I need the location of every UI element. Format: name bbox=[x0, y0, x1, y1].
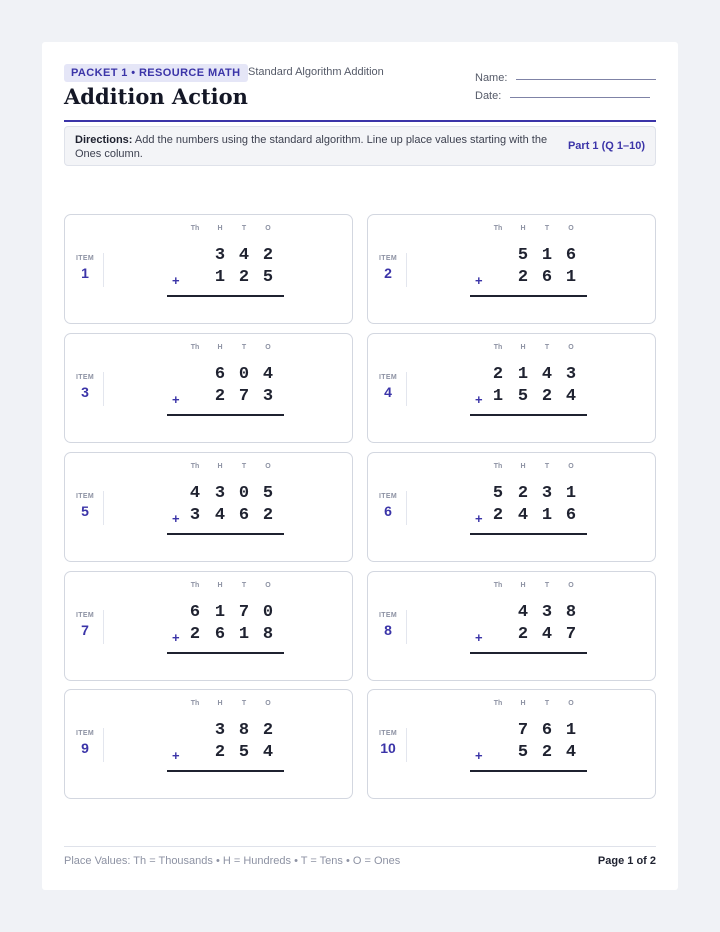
item-label: ITEM bbox=[76, 255, 94, 262]
addend-bottom-digit: 6 bbox=[214, 625, 226, 644]
addend-bottom-digit: 2 bbox=[517, 625, 529, 644]
place-header: O bbox=[265, 463, 271, 470]
place-header: H bbox=[520, 225, 526, 232]
plus-sign: + bbox=[475, 511, 483, 526]
addend-bottom-digit: 5 bbox=[238, 743, 250, 762]
item-number: 2 bbox=[384, 265, 392, 281]
place-header: Th bbox=[190, 225, 200, 232]
worksheet-page bbox=[42, 42, 678, 890]
item-divider bbox=[103, 372, 104, 406]
item-number: 7 bbox=[81, 622, 89, 638]
addend-top-digit: 0 bbox=[238, 484, 250, 503]
addend-top-digit: 5 bbox=[262, 484, 274, 503]
addend-bottom-digit: 8 bbox=[262, 625, 274, 644]
answer-line[interactable] bbox=[167, 770, 284, 772]
addend-bottom-digit: 1 bbox=[214, 268, 226, 287]
directions-label: Directions: bbox=[75, 134, 133, 146]
addend-bottom-digit: 2 bbox=[189, 625, 201, 644]
addend-top-digit: 8 bbox=[565, 603, 577, 622]
addend-bottom-digit: 6 bbox=[565, 506, 577, 525]
place-header: H bbox=[217, 463, 223, 470]
addend-bottom-digit: 2 bbox=[262, 506, 274, 525]
addend-top-digit: 4 bbox=[517, 603, 529, 622]
place-header: T bbox=[544, 225, 550, 232]
addend-top-digit: 4 bbox=[262, 365, 274, 384]
name-field[interactable] bbox=[475, 72, 507, 84]
place-header: Th bbox=[190, 344, 200, 351]
addend-top-digit: 2 bbox=[262, 246, 274, 265]
place-header: O bbox=[568, 463, 574, 470]
place-header: T bbox=[544, 582, 550, 589]
date-field[interactable] bbox=[475, 90, 501, 102]
plus-sign: + bbox=[475, 630, 483, 645]
addend-bottom-digit: 2 bbox=[238, 268, 250, 287]
place-header: Th bbox=[493, 225, 503, 232]
answer-line[interactable] bbox=[470, 414, 587, 416]
addend-top-digit: 7 bbox=[517, 721, 529, 740]
addend-bottom-digit: 5 bbox=[517, 387, 529, 406]
item-divider bbox=[406, 491, 407, 525]
place-header: H bbox=[217, 700, 223, 707]
addend-top-digit: 5 bbox=[517, 246, 529, 265]
addend-bottom-digit: 5 bbox=[517, 743, 529, 762]
item-label: ITEM bbox=[76, 493, 94, 500]
item-divider bbox=[103, 610, 104, 644]
part-label: Part 1 (Q 1–10) bbox=[567, 140, 645, 152]
addend-bottom-digit: 2 bbox=[541, 387, 553, 406]
plus-sign: + bbox=[475, 273, 483, 288]
place-header: H bbox=[520, 582, 526, 589]
item-divider bbox=[406, 728, 407, 762]
problem-card bbox=[367, 571, 656, 681]
place-header: T bbox=[544, 463, 550, 470]
item-label: ITEM bbox=[76, 612, 94, 619]
place-header: H bbox=[217, 225, 223, 232]
addend-bottom-digit: 7 bbox=[238, 387, 250, 406]
place-header: H bbox=[520, 463, 526, 470]
item-number: 4 bbox=[384, 384, 392, 400]
date-label: Date: bbox=[475, 90, 502, 102]
item-divider bbox=[103, 253, 104, 287]
date-line bbox=[510, 97, 650, 98]
answer-line[interactable] bbox=[470, 770, 587, 772]
addend-bottom-digit: 2 bbox=[214, 387, 226, 406]
place-header: O bbox=[568, 582, 574, 589]
place-header: H bbox=[217, 582, 223, 589]
addend-bottom-digit: 3 bbox=[189, 506, 201, 525]
place-header: O bbox=[265, 225, 271, 232]
place-header: O bbox=[265, 700, 271, 707]
place-header: Th bbox=[190, 582, 200, 589]
place-header: Th bbox=[493, 700, 503, 707]
addend-top-digit: 3 bbox=[214, 721, 226, 740]
addend-top-digit: 4 bbox=[238, 246, 250, 265]
addend-top-digit: 3 bbox=[214, 246, 226, 265]
addend-top-digit: 2 bbox=[492, 365, 504, 384]
answer-line[interactable] bbox=[167, 533, 284, 535]
addend-top-digit: 3 bbox=[214, 484, 226, 503]
item-label: ITEM bbox=[76, 374, 94, 381]
problem-card bbox=[367, 452, 656, 562]
addend-bottom-digit: 7 bbox=[565, 625, 577, 644]
addend-top-digit: 3 bbox=[565, 365, 577, 384]
addend-top-digit: 3 bbox=[541, 603, 553, 622]
addend-bottom-digit: 2 bbox=[492, 506, 504, 525]
addend-bottom-digit: 1 bbox=[541, 506, 553, 525]
addend-top-digit: 2 bbox=[517, 484, 529, 503]
answer-line[interactable] bbox=[167, 414, 284, 416]
item-number: 5 bbox=[81, 503, 89, 519]
worksheet-subtitle: Standard Algorithm Addition bbox=[248, 66, 384, 78]
place-header: T bbox=[241, 582, 247, 589]
item-divider bbox=[103, 491, 104, 525]
item-label: ITEM bbox=[379, 374, 397, 381]
problem-card bbox=[64, 214, 353, 324]
item-number: 10 bbox=[380, 740, 396, 756]
problem-card bbox=[64, 571, 353, 681]
place-header: Th bbox=[493, 463, 503, 470]
place-header: H bbox=[217, 344, 223, 351]
answer-line[interactable] bbox=[167, 295, 284, 297]
place-header: T bbox=[241, 463, 247, 470]
problem-card bbox=[64, 452, 353, 562]
worksheet-header bbox=[64, 64, 656, 122]
addend-bottom-digit: 2 bbox=[214, 743, 226, 762]
item-number: 1 bbox=[81, 265, 89, 281]
directions-text: Add the numbers using the standard algorithm. Line up place values starting with the Ones column. bbox=[75, 134, 548, 160]
addend-top-digit: 0 bbox=[238, 365, 250, 384]
addend-bottom-digit: 3 bbox=[262, 387, 274, 406]
place-header: T bbox=[241, 344, 247, 351]
item-divider bbox=[406, 253, 407, 287]
addend-top-digit: 1 bbox=[565, 484, 577, 503]
addend-top-digit: 4 bbox=[189, 484, 201, 503]
addend-top-digit: 5 bbox=[492, 484, 504, 503]
addend-bottom-digit: 6 bbox=[541, 268, 553, 287]
addend-bottom-digit: 4 bbox=[541, 625, 553, 644]
problem-card bbox=[367, 214, 656, 324]
item-divider bbox=[406, 610, 407, 644]
plus-sign: + bbox=[172, 630, 180, 645]
page-number: Page 1 of 2 bbox=[597, 855, 656, 867]
item-number: 3 bbox=[81, 384, 89, 400]
answer-line[interactable] bbox=[470, 295, 587, 297]
place-header: O bbox=[568, 700, 574, 707]
name-line bbox=[516, 79, 656, 80]
addend-top-digit: 1 bbox=[565, 721, 577, 740]
addend-bottom-digit: 4 bbox=[517, 506, 529, 525]
name-label: Name: bbox=[475, 72, 508, 84]
addend-bottom-digit: 1 bbox=[565, 268, 577, 287]
addend-top-digit: 1 bbox=[517, 365, 529, 384]
item-divider bbox=[406, 372, 407, 406]
place-header: O bbox=[568, 225, 574, 232]
place-header: T bbox=[241, 700, 247, 707]
worksheet-footer bbox=[64, 846, 656, 867]
addend-top-digit: 6 bbox=[565, 246, 577, 265]
item-label: ITEM bbox=[379, 730, 397, 737]
addend-bottom-digit: 4 bbox=[565, 743, 577, 762]
answer-line[interactable] bbox=[470, 652, 587, 654]
place-header: O bbox=[265, 344, 271, 351]
problem-card bbox=[64, 333, 353, 443]
place-header: T bbox=[241, 225, 247, 232]
addend-bottom-digit: 4 bbox=[565, 387, 577, 406]
addend-top-digit: 6 bbox=[189, 603, 201, 622]
place-header: H bbox=[520, 344, 526, 351]
addend-top-digit: 6 bbox=[214, 365, 226, 384]
addend-bottom-digit: 5 bbox=[262, 268, 274, 287]
addend-top-digit: 6 bbox=[541, 721, 553, 740]
plus-sign: + bbox=[172, 392, 180, 407]
place-header: Th bbox=[493, 582, 503, 589]
answer-line[interactable] bbox=[470, 533, 587, 535]
problem-card bbox=[367, 689, 656, 799]
item-divider bbox=[103, 728, 104, 762]
place-values-legend: Place Values: Th = Thousands • H = Hundreds • T = Tens • O = Ones bbox=[64, 855, 401, 867]
addend-top-digit: 8 bbox=[238, 721, 250, 740]
place-header: T bbox=[544, 344, 550, 351]
item-label: ITEM bbox=[379, 493, 397, 500]
addend-bottom-digit: 2 bbox=[541, 743, 553, 762]
item-number: 9 bbox=[81, 740, 89, 756]
worksheet-title: Addition Action bbox=[64, 84, 248, 109]
plus-sign: + bbox=[172, 273, 180, 288]
place-header: O bbox=[568, 344, 574, 351]
addend-top-digit: 7 bbox=[238, 603, 250, 622]
item-number: 8 bbox=[384, 622, 392, 638]
addend-bottom-digit: 1 bbox=[492, 387, 504, 406]
addend-bottom-digit: 6 bbox=[238, 506, 250, 525]
addend-top-digit: 4 bbox=[541, 365, 553, 384]
place-header: O bbox=[265, 582, 271, 589]
place-header: H bbox=[520, 700, 526, 707]
directions-box bbox=[64, 126, 656, 166]
plus-sign: + bbox=[172, 748, 180, 763]
addend-top-digit: 0 bbox=[262, 603, 274, 622]
plus-sign: + bbox=[475, 748, 483, 763]
problem-card bbox=[64, 689, 353, 799]
plus-sign: + bbox=[172, 511, 180, 526]
place-header: Th bbox=[493, 344, 503, 351]
addend-top-digit: 1 bbox=[214, 603, 226, 622]
plus-sign: + bbox=[475, 392, 483, 407]
item-label: ITEM bbox=[379, 612, 397, 619]
item-label: ITEM bbox=[76, 730, 94, 737]
packet-badge: PACKET 1 • RESOURCE MATH bbox=[64, 64, 248, 82]
place-header: Th bbox=[190, 700, 200, 707]
place-header: Th bbox=[190, 463, 200, 470]
addend-bottom-digit: 2 bbox=[517, 268, 529, 287]
answer-line[interactable] bbox=[167, 652, 284, 654]
addend-top-digit: 3 bbox=[541, 484, 553, 503]
addend-top-digit: 2 bbox=[262, 721, 274, 740]
problem-card bbox=[367, 333, 656, 443]
item-label: ITEM bbox=[379, 255, 397, 262]
addend-top-digit: 1 bbox=[541, 246, 553, 265]
addend-bottom-digit: 4 bbox=[262, 743, 274, 762]
place-header: T bbox=[544, 700, 550, 707]
addend-bottom-digit: 4 bbox=[214, 506, 226, 525]
item-number: 6 bbox=[384, 503, 392, 519]
addend-bottom-digit: 1 bbox=[238, 625, 250, 644]
